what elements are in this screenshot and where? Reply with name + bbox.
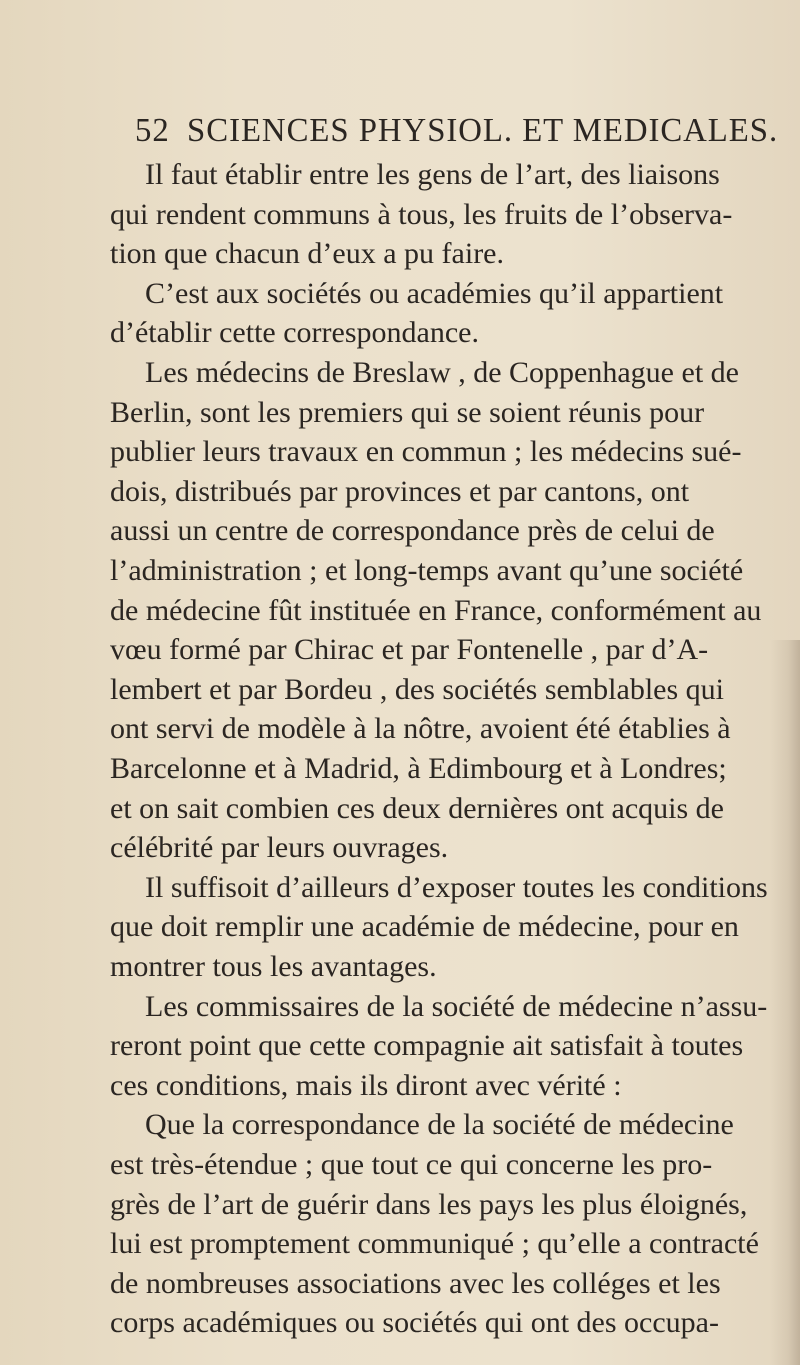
- running-header: [135, 112, 778, 150]
- text-line: reront point que cette compagnie ait satisfait à toutes: [110, 1029, 744, 1063]
- text-line: C’est aux sociétés ou académies qu’il appartient: [145, 276, 724, 310]
- text-line: Il suffisoit d’ailleurs d’exposer toutes les conditions: [145, 870, 768, 904]
- text-line: et on sait combien ces deux dernières ont acquis de: [110, 791, 724, 825]
- text-line: Il faut établir entre les gens de l’art, des liaisons: [145, 158, 720, 191]
- text-line: qui rendent communs à tous, les fruits de l’observa-: [110, 197, 733, 231]
- text-line: vœu formé par Chirac et par Fontenelle , par d’A-: [110, 633, 709, 667]
- text-line: Berlin, sont les premiers qui se soient réunis pour: [110, 395, 705, 429]
- page-edge-shadow: [770, 640, 800, 1365]
- text-line: est très-étendue ; que tout ce qui concerne les pro-: [110, 1148, 713, 1181]
- text-line: Barcelonne et à Madrid, à Edimbourg et à Londres;: [110, 752, 727, 785]
- text-line: d’établir cette correspondance.: [110, 316, 479, 350]
- text-line: Que la correspondance de la société de médecine: [145, 1108, 734, 1142]
- text-line: célébrité par leurs ouvrages.: [110, 831, 449, 865]
- text-line: aussi un centre de correspondance près de celui de: [110, 514, 715, 548]
- text-line: corps académiques ou sociétés qui ont des occupa-: [110, 1306, 719, 1340]
- text-line: Les médecins de Breslaw , de Coppenhague et de: [145, 356, 739, 389]
- text-line: tion que chacun d’eux a pu faire.: [110, 237, 504, 271]
- text-line: publier leurs travaux en commun ; les médecins sué-: [110, 435, 742, 469]
- text-line: montrer tous les avantages.: [110, 950, 437, 983]
- running-title: SCIENCES PHYSIOL. ET MEDICALES.: [187, 112, 779, 149]
- text-line: Les commissaires de la société de médecine n’assu-: [145, 989, 768, 1023]
- text-line: grès de l’art de guérir dans les pays les plus éloignés,: [110, 1187, 748, 1221]
- text-line: dois, distribués par provinces et par cantons, ont: [110, 474, 690, 508]
- text-line: l’administration ; et long-temps avant qu’une société: [110, 554, 744, 587]
- text-line: lembert et par Bordeu , des sociétés semblables qui: [110, 672, 724, 706]
- text-line: de médecine fût instituée en France, conformément au: [110, 593, 762, 627]
- page-number: 52: [135, 112, 170, 149]
- text-line: ces conditions, mais ils diront avec vérité :: [110, 1068, 622, 1102]
- text-line: que doit remplir une académie de médecine, pour en: [110, 910, 739, 944]
- text-line: de nombreuses associations avec les colléges et les: [110, 1266, 721, 1300]
- text-line: lui est promptement communiqué ; qu’elle a contracté: [110, 1227, 759, 1261]
- text-line: ont servi de modèle à la nôtre, avoient été établies à: [110, 712, 731, 746]
